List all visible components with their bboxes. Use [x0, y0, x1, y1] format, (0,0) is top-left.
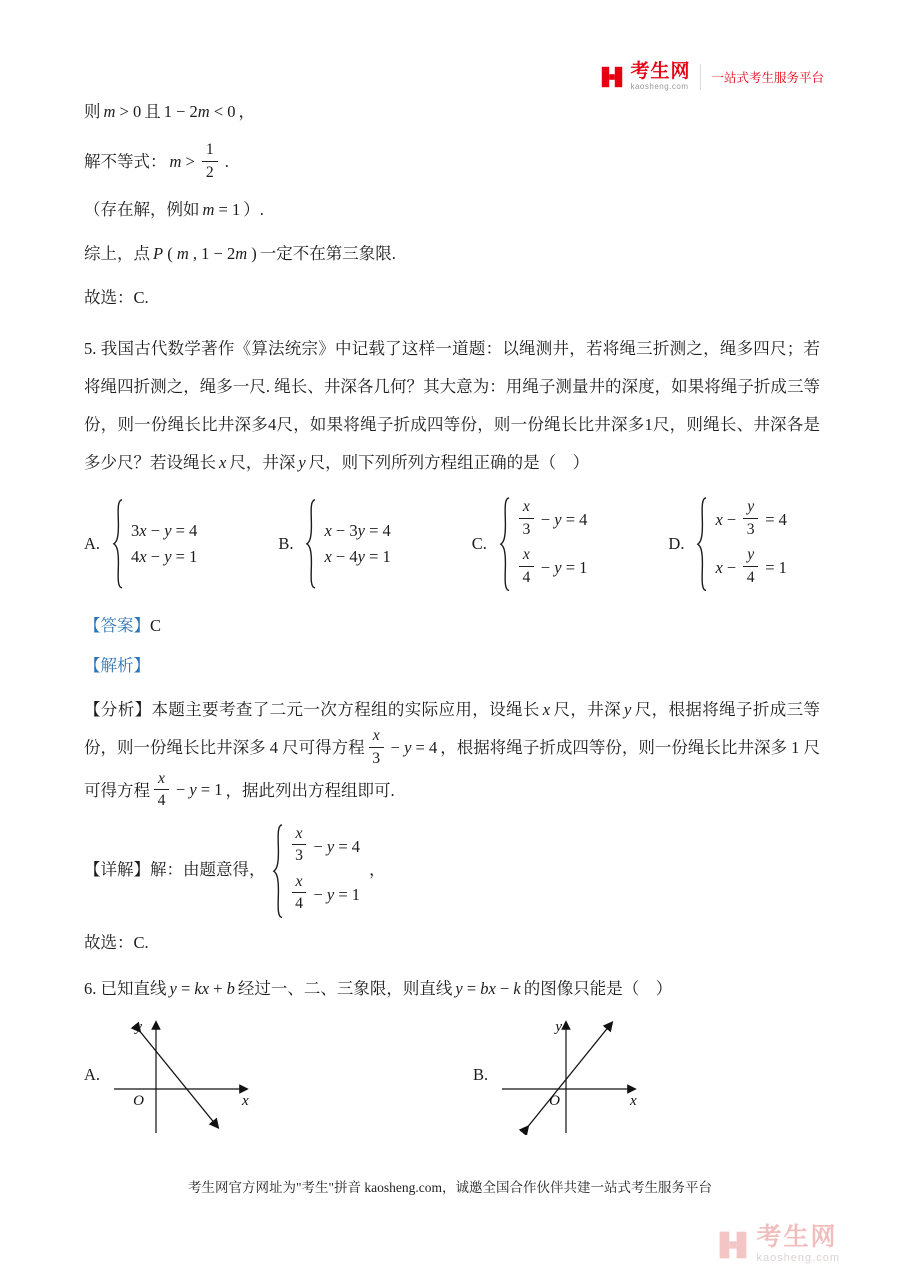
answer-value: C: [150, 616, 162, 636]
graph-a: [108, 1015, 258, 1135]
x-axis-label: x: [242, 1093, 249, 1110]
watermark-text-block: [756, 1225, 840, 1264]
y-axis-label: y: [135, 1019, 143, 1036]
option-b-system: x − 3y = 4 x − 4y = 1: [299, 498, 399, 590]
option-a-label: A.: [84, 534, 101, 554]
analysis-paragraph: 【分析】本题主要考查了二元一次方程组的实际应用，设绳长 x 尺，井深 y 尺，根据将绳子折成三等份，则一份绳长比井深多 4 尺可得方程 $\frac{x}{3}$ − y = 4 ，根据将绳子折成四等份，则一份绳长比井深多 1 尺可得方程 $\frac{x}{4}$ − y = 1 ，据此列出方程组即可.: [84, 699, 821, 810]
option-d: [668, 496, 795, 592]
logo-text-block: [630, 62, 690, 91]
option-b-label: B.: [278, 534, 294, 554]
question-6-graphs: [84, 1015, 820, 1135]
math-line-conclusion: 综上，点 P ( m , 1 − 2m ) 一定不在第三象限.: [84, 244, 396, 264]
origin-label: O: [549, 1093, 561, 1110]
watermark-site: kaosheng.com: [756, 1252, 840, 1264]
logo-name: 考生网: [630, 61, 691, 82]
watermark-name: 考生网: [756, 1223, 838, 1251]
option-c-label: C.: [471, 534, 487, 554]
answer-choice-line-4: 故选：C.: [84, 288, 149, 308]
graph-b-label: B.: [473, 1065, 489, 1085]
option-d-label: D.: [668, 534, 685, 554]
graph-a-label: A.: [84, 1065, 101, 1085]
option-c-system: $\frac{x}{3}$ − y = 4 $\frac{x}{4}$ − y = 1: [493, 496, 597, 592]
detail-solution-line: 【详解】解：由题意得， $\frac{x}{3}$ − y = 4 $\frac{x}{4}$ − y = 1 ，: [84, 823, 820, 919]
x-axis-label: x: [630, 1093, 637, 1110]
graph-b: [496, 1015, 646, 1135]
answer-choice-line-5: 故选：C.: [84, 933, 149, 953]
logo-divider: [700, 64, 701, 90]
option-a-system: 3x − y = 4 4x − y = 1: [106, 498, 206, 590]
question-5-options: [84, 496, 820, 592]
option-b: [278, 498, 399, 590]
watermark: [716, 1225, 840, 1264]
answer-label: 【答案】: [84, 616, 150, 636]
analysis-section-label: 【解析】: [84, 656, 150, 676]
math-line-example: （存在解，例如 m = 1 ）.: [84, 200, 264, 220]
origin-label: O: [133, 1093, 145, 1110]
analysis-section-line: [84, 652, 820, 680]
footer-note: 考生网官方网址为"考生"拼音 kaosheng.com，诚邀全国合作伙伴共建一站式考生服务平台: [187, 1180, 712, 1195]
answer-line: [84, 612, 820, 640]
function-line-decreasing: [138, 1029, 216, 1125]
function-line-increasing: [526, 1025, 610, 1129]
logo-tagline: 一站式考生服务平台: [711, 70, 824, 85]
option-c: [472, 496, 597, 592]
y-axis-label: y: [555, 1019, 563, 1036]
watermark-logo-icon: [716, 1228, 750, 1262]
site-logo: [599, 62, 824, 91]
question-5: 5. 我国古代数学著作《算法统宗》中记载了这样一道题：以绳测井，若将绳三折测之，绳多四尺；若将绳四折测之，绳多一尺. 绳长、井深各几何？其大意为：用绳子测量井的深度，如果将绳子折成三等份，则一份绳长比井深多4尺，如果将绳子折成四等份，则一份绳长比井深多1尺，则绳长、井深各是多少尺？若设绳长 x 尺，井深 y 尺，则下列所列方程组正确的是（ ）: [84, 339, 820, 473]
question-6: 6. 已知直线 y = kx + b 经过一、二、三象限，则直线 y = bx − k 的图像只能是（ ）: [84, 979, 673, 999]
option-d-system: x − $\frac{y}{3}$ = 4 x − $\frac{y}{4}$ = 1: [690, 496, 795, 592]
kaosheng-logo-icon: [599, 64, 625, 90]
logo-site: kaosheng.com: [630, 82, 689, 91]
option-a: [84, 498, 206, 590]
math-line-m-condition: 则 m > 0 且 1 − 2m < 0 ，: [84, 102, 256, 121]
math-line-inequality: 解不等式： m > $\frac{1}{2}$ .: [84, 141, 229, 181]
